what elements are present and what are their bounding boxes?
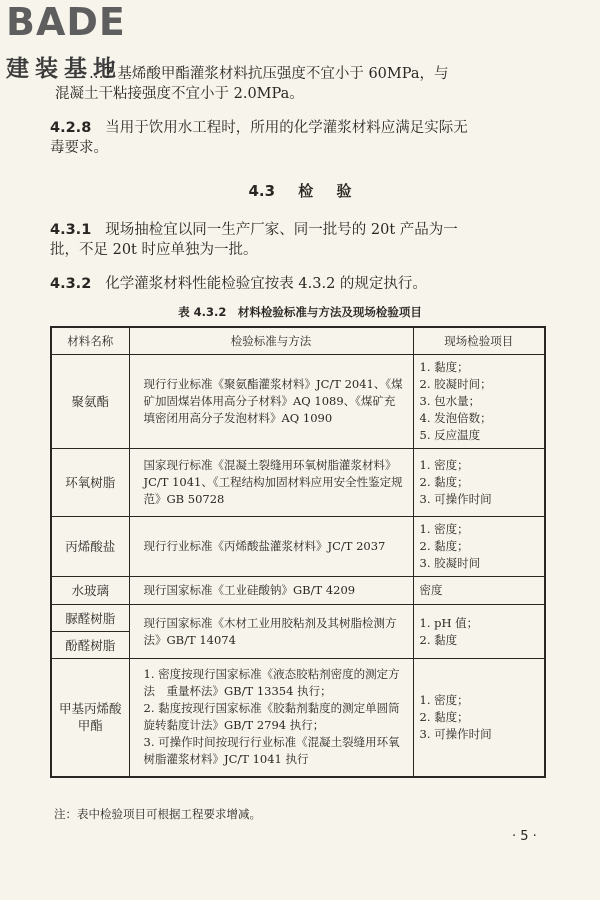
material-name: 水玻璃 xyxy=(51,577,129,605)
standard-line: 3. 可操作时间按现行行业标准《混凝土裂缝用环氧树脂灌浆材料》JC/T 1041 执行 xyxy=(143,735,400,767)
inspection-items xyxy=(413,449,545,517)
table-note: 注：表中检验项目可根据工程要求增减。 xyxy=(54,807,261,821)
standard-method: 现行行业标准《丙烯酸盐灌浆材料》JC/T 2037 xyxy=(129,517,413,577)
logo-brand: BADE xyxy=(6,0,126,44)
inspection-items xyxy=(413,517,545,577)
material-name: 环氧树脂 xyxy=(51,449,129,517)
table-row xyxy=(51,449,545,517)
header-items: 现场检验项目 xyxy=(413,327,545,355)
clause-4-2-7-line1: …7 基烯酸甲酯灌浆材料抗压强度不宜小于 60MPa，与 xyxy=(89,66,449,82)
item: 2. 黏度； xyxy=(419,475,469,489)
inspection-table xyxy=(50,326,546,778)
clause-4-3-2 xyxy=(50,274,427,294)
clause-4-3-1 xyxy=(50,220,458,260)
clause-text: 化学灌浆材料性能检验宜按表 4.3.2 的规定执行。 xyxy=(105,276,427,292)
item: 1. 密度； xyxy=(419,522,469,536)
table-row xyxy=(51,605,545,632)
item: 2. 黏度； xyxy=(419,709,469,724)
standard-method: 现行国家标准《木材工业用胶粘剂及其树脂检测方法》GB/T 14074 xyxy=(129,605,413,659)
clause-text-cont: 批，不足 20t 时应单独为一批。 xyxy=(50,242,258,258)
clause-number: 4.2.8 xyxy=(50,120,92,136)
item: 1. 密度； xyxy=(419,692,469,707)
item: 2. 黏度 xyxy=(419,632,458,647)
logo-subtitle: 建装基地 xyxy=(6,56,122,82)
item: 3. 可操作时间 xyxy=(419,492,492,506)
table-row xyxy=(51,659,545,777)
standard-line: 2. 黏度按现行国家标准《胶黏剂黏度的测定单圆筒旋转黏度计法》GB/T 2794 执行； xyxy=(143,701,400,733)
header-material: 材料名称 xyxy=(51,327,129,355)
inspection-items xyxy=(413,659,545,777)
item: 1. 密度； xyxy=(419,458,469,472)
item: 密度 xyxy=(419,583,443,597)
clause-4-2-7 xyxy=(55,64,449,104)
item: 1. 黏度； xyxy=(419,360,469,374)
standard-method xyxy=(129,659,413,777)
inspection-items xyxy=(413,577,545,605)
inspection-items xyxy=(413,605,545,659)
clause-number: 4.3.2 xyxy=(50,276,92,292)
item: 3. 包水量； xyxy=(419,394,481,408)
table-row xyxy=(51,355,545,449)
clause-text: 当用于饮用水工程时，所用的化学灌浆材料应满足实际无 xyxy=(105,120,468,136)
standard-method: 现行行业标准《聚氨酯灌浆材料》JC/T 2041、《煤矿加固煤岩体用高分子材料》AQ 1089、《煤矿充填密闭用高分子发泡材料》AQ 1090 xyxy=(129,355,413,449)
material-name: 聚氨酯 xyxy=(51,355,129,449)
material-name: 丙烯酸盐 xyxy=(51,517,129,577)
header-standard: 检验标准与方法 xyxy=(129,327,413,355)
standard-line: 1. 密度按现行国家标准《液态胶粘剂密度的测定方法 重量杯法》GB/T 13354 执行； xyxy=(143,667,400,699)
item: 4. 发泡倍数； xyxy=(419,411,492,425)
item: 3. 胶凝时间 xyxy=(419,556,481,570)
section-title: 4.3 检 验 xyxy=(248,182,352,200)
clause-4-2-8 xyxy=(50,118,468,158)
table-row xyxy=(51,577,545,605)
material-name: 酚醛树脂 xyxy=(51,632,129,659)
inspection-items xyxy=(413,355,545,449)
table-caption: 表 4.3.2 材料检验标准与方法及现场检验项目 xyxy=(178,305,422,319)
item: 2. 胶凝时间； xyxy=(419,377,492,391)
table-header-row xyxy=(51,327,545,355)
table-row xyxy=(51,517,545,577)
item: 3. 可操作时间 xyxy=(419,726,492,741)
clause-number: 4.3.1 xyxy=(50,222,92,238)
item: 1. pH 值； xyxy=(419,615,479,630)
clause-text: 现场抽检宜以同一生产厂家、同一批号的 20t 产品为一 xyxy=(105,222,458,238)
clause-text-cont: 毒要求。 xyxy=(50,140,108,156)
item: 2. 黏度； xyxy=(419,539,469,553)
standard-method: 现行国家标准《工业硅酸钠》GB/T 4209 xyxy=(129,577,413,605)
standard-method: 国家现行标准《混凝土裂缝用环氧树脂灌浆材料》JC/T 1041、《工程结构加固材料应用安全性鉴定规范》GB 50728 xyxy=(129,449,413,517)
page-number: · 5 · xyxy=(512,829,537,844)
material-name: 甲基丙烯酸甲酯 xyxy=(51,659,129,777)
clause-4-2-7-line2: 混凝土干粘接强度不宜小于 2.0MPa。 xyxy=(55,86,304,102)
item: 5. 反应温度 xyxy=(419,428,481,442)
material-name: 脲醛树脂 xyxy=(51,605,129,632)
